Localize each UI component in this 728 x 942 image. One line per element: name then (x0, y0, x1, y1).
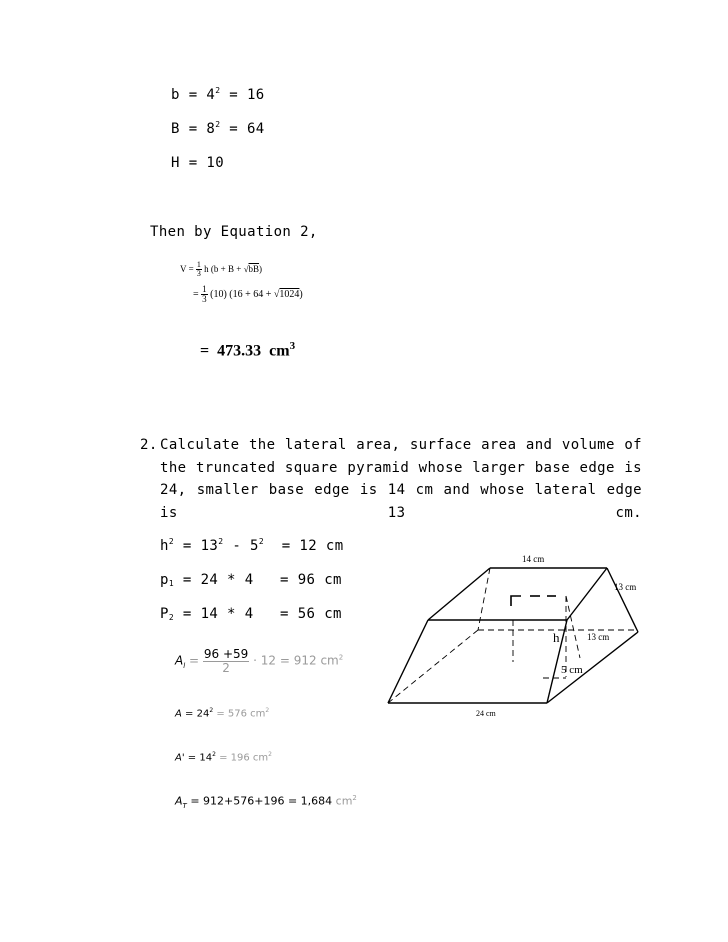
work-h2: $h^2 = 13^2 - 5^2 = 12$ cm (160, 537, 344, 554)
given-B: $B = 8^2 = 64$ (171, 120, 265, 137)
formula-line-1: V = $\frac{1}{3}$ h (b + B + √bB) (180, 260, 263, 279)
area-base-large: $A = 24^2 = 576$ $cm^2$ (175, 707, 270, 720)
work-p1: $p_1 = 24 * 4$ = 96 cm (160, 572, 342, 588)
label-height: h (553, 630, 560, 645)
area-base-small: $A' = 14^2 = 196$ $cm^2$ (175, 751, 272, 764)
frustum-diagram (380, 550, 650, 725)
formula-line-2: = $\frac{1}{3}$ (10) (16 + 64 + √1024) (193, 284, 303, 305)
area-total: $A_T = 912+576+196 = 1,684$ $cm^2$ (175, 794, 357, 810)
question-text: Calculate the lateral area, surface area and volume of the truncated square pyramid whose larger base edge is 24, smaller base edge is 14 cm and whose lateral edge is 13 cm. (160, 437, 642, 521)
label-top-edge: 14 cm (522, 554, 545, 564)
label-slant-edge: 13 cm (614, 582, 637, 592)
front-left-slant (388, 620, 428, 703)
back-right-slant (607, 568, 638, 632)
label-half-diff: 5 cm (561, 664, 583, 676)
given-b: $b = 4^2 = 16$ (171, 86, 265, 103)
given-H: H = 10 (171, 155, 225, 171)
result-volume: = 473.33 $cm^3$ (200, 340, 296, 360)
work-p2: $P_2 = 14 * 4$ = 56 cm (160, 606, 342, 622)
area-lateral: $A_l$ = $\frac{96 +59}{2}$ · 12 = 912 $cm^2$ (175, 647, 344, 675)
hidden-bottom-left (388, 630, 478, 703)
top-left-edge (428, 568, 490, 620)
label-inner-slant: 13 cm (587, 632, 610, 642)
then-text: Then by Equation 2, (150, 224, 318, 240)
dash-marker (511, 596, 521, 606)
top-right-edge (567, 568, 607, 620)
question-number: 2. (140, 437, 158, 453)
label-bottom-edge: 24 cm (476, 709, 496, 718)
